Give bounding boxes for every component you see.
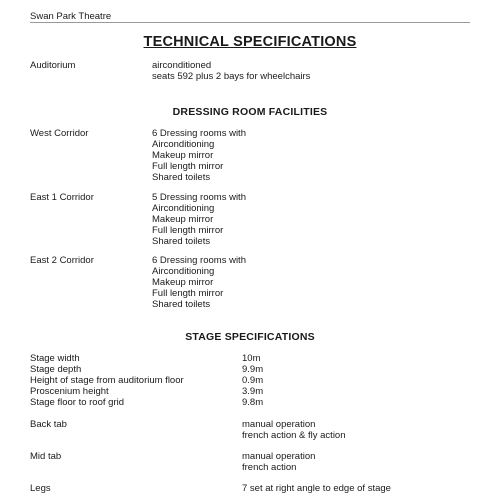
- corridor-label: East 2 Corridor: [30, 255, 94, 266]
- dimension-label: Stage floor to roof grid: [30, 397, 124, 408]
- corridor-line: Airconditioning: [152, 266, 215, 277]
- tab-line: french action: [242, 462, 297, 473]
- corridor-line: Airconditioning: [152, 203, 215, 214]
- theatre-name: Swan Park Theatre: [30, 11, 112, 22]
- corridor-label: West Corridor: [30, 128, 89, 139]
- auditorium-line: airconditioned: [152, 60, 212, 71]
- page-title: TECHNICAL SPECIFICATIONS: [143, 34, 357, 50]
- corridor-details: [152, 192, 246, 247]
- corridor-line: Makeup mirror: [152, 214, 214, 225]
- auditorium-details: [152, 60, 310, 82]
- corridor-line: Shared toilets: [152, 236, 211, 247]
- dimension-value: 0.9m: [242, 375, 264, 386]
- auditorium-line: seats 592 plus 2 bays for wheelchairs: [152, 71, 311, 82]
- tab-label: Mid tab: [30, 451, 62, 462]
- corridor-line: Makeup mirror: [152, 277, 214, 288]
- tab-label: Back tab: [30, 419, 67, 430]
- corridor-line: Full length mirror: [152, 161, 224, 172]
- corridor-line: Full length mirror: [152, 288, 224, 299]
- dimension-label: Height of stage from auditorium floor: [30, 375, 184, 386]
- dressing-room-heading: DRESSING ROOM FACILITIES: [172, 106, 328, 118]
- tab-line: manual operation: [242, 419, 316, 430]
- stage-specs-heading: STAGE SPECIFICATIONS: [185, 331, 315, 343]
- corridor-label: East 1 Corridor: [30, 192, 94, 203]
- tab-details: [242, 483, 391, 494]
- corridor-line: 6 Dressing rooms with: [152, 255, 246, 266]
- tab-line: french action & fly action: [242, 430, 346, 441]
- dimension-value: 9.8m: [242, 397, 264, 408]
- corridor-line: Full length mirror: [152, 225, 224, 236]
- dimension-value: 3.9m: [242, 386, 264, 397]
- tab-line: 7 set at right angle to edge of stage: [242, 483, 391, 494]
- tab-label: Legs: [30, 483, 51, 494]
- dimension-label: Stage depth: [30, 364, 82, 375]
- tab-details: [242, 451, 315, 473]
- dimension-value: 9.9m: [242, 364, 264, 375]
- corridor-line: Shared toilets: [152, 172, 211, 183]
- corridor-line: Shared toilets: [152, 299, 211, 310]
- auditorium-label: Auditorium: [30, 60, 76, 71]
- header-divider: [30, 22, 470, 23]
- corridor-line: Makeup mirror: [152, 150, 214, 161]
- dimension-value: 10m: [242, 353, 261, 364]
- corridor-line: Airconditioning: [152, 139, 215, 150]
- corridor-details: [152, 128, 246, 183]
- tab-details: [242, 419, 346, 441]
- corridor-details: [152, 255, 246, 310]
- dimension-label: Stage width: [30, 353, 80, 364]
- tab-line: manual operation: [242, 451, 316, 462]
- corridor-line: 5 Dressing rooms with: [152, 192, 246, 203]
- dimension-label: Proscenium height: [30, 386, 109, 397]
- corridor-line: 6 Dressing rooms with: [152, 128, 246, 139]
